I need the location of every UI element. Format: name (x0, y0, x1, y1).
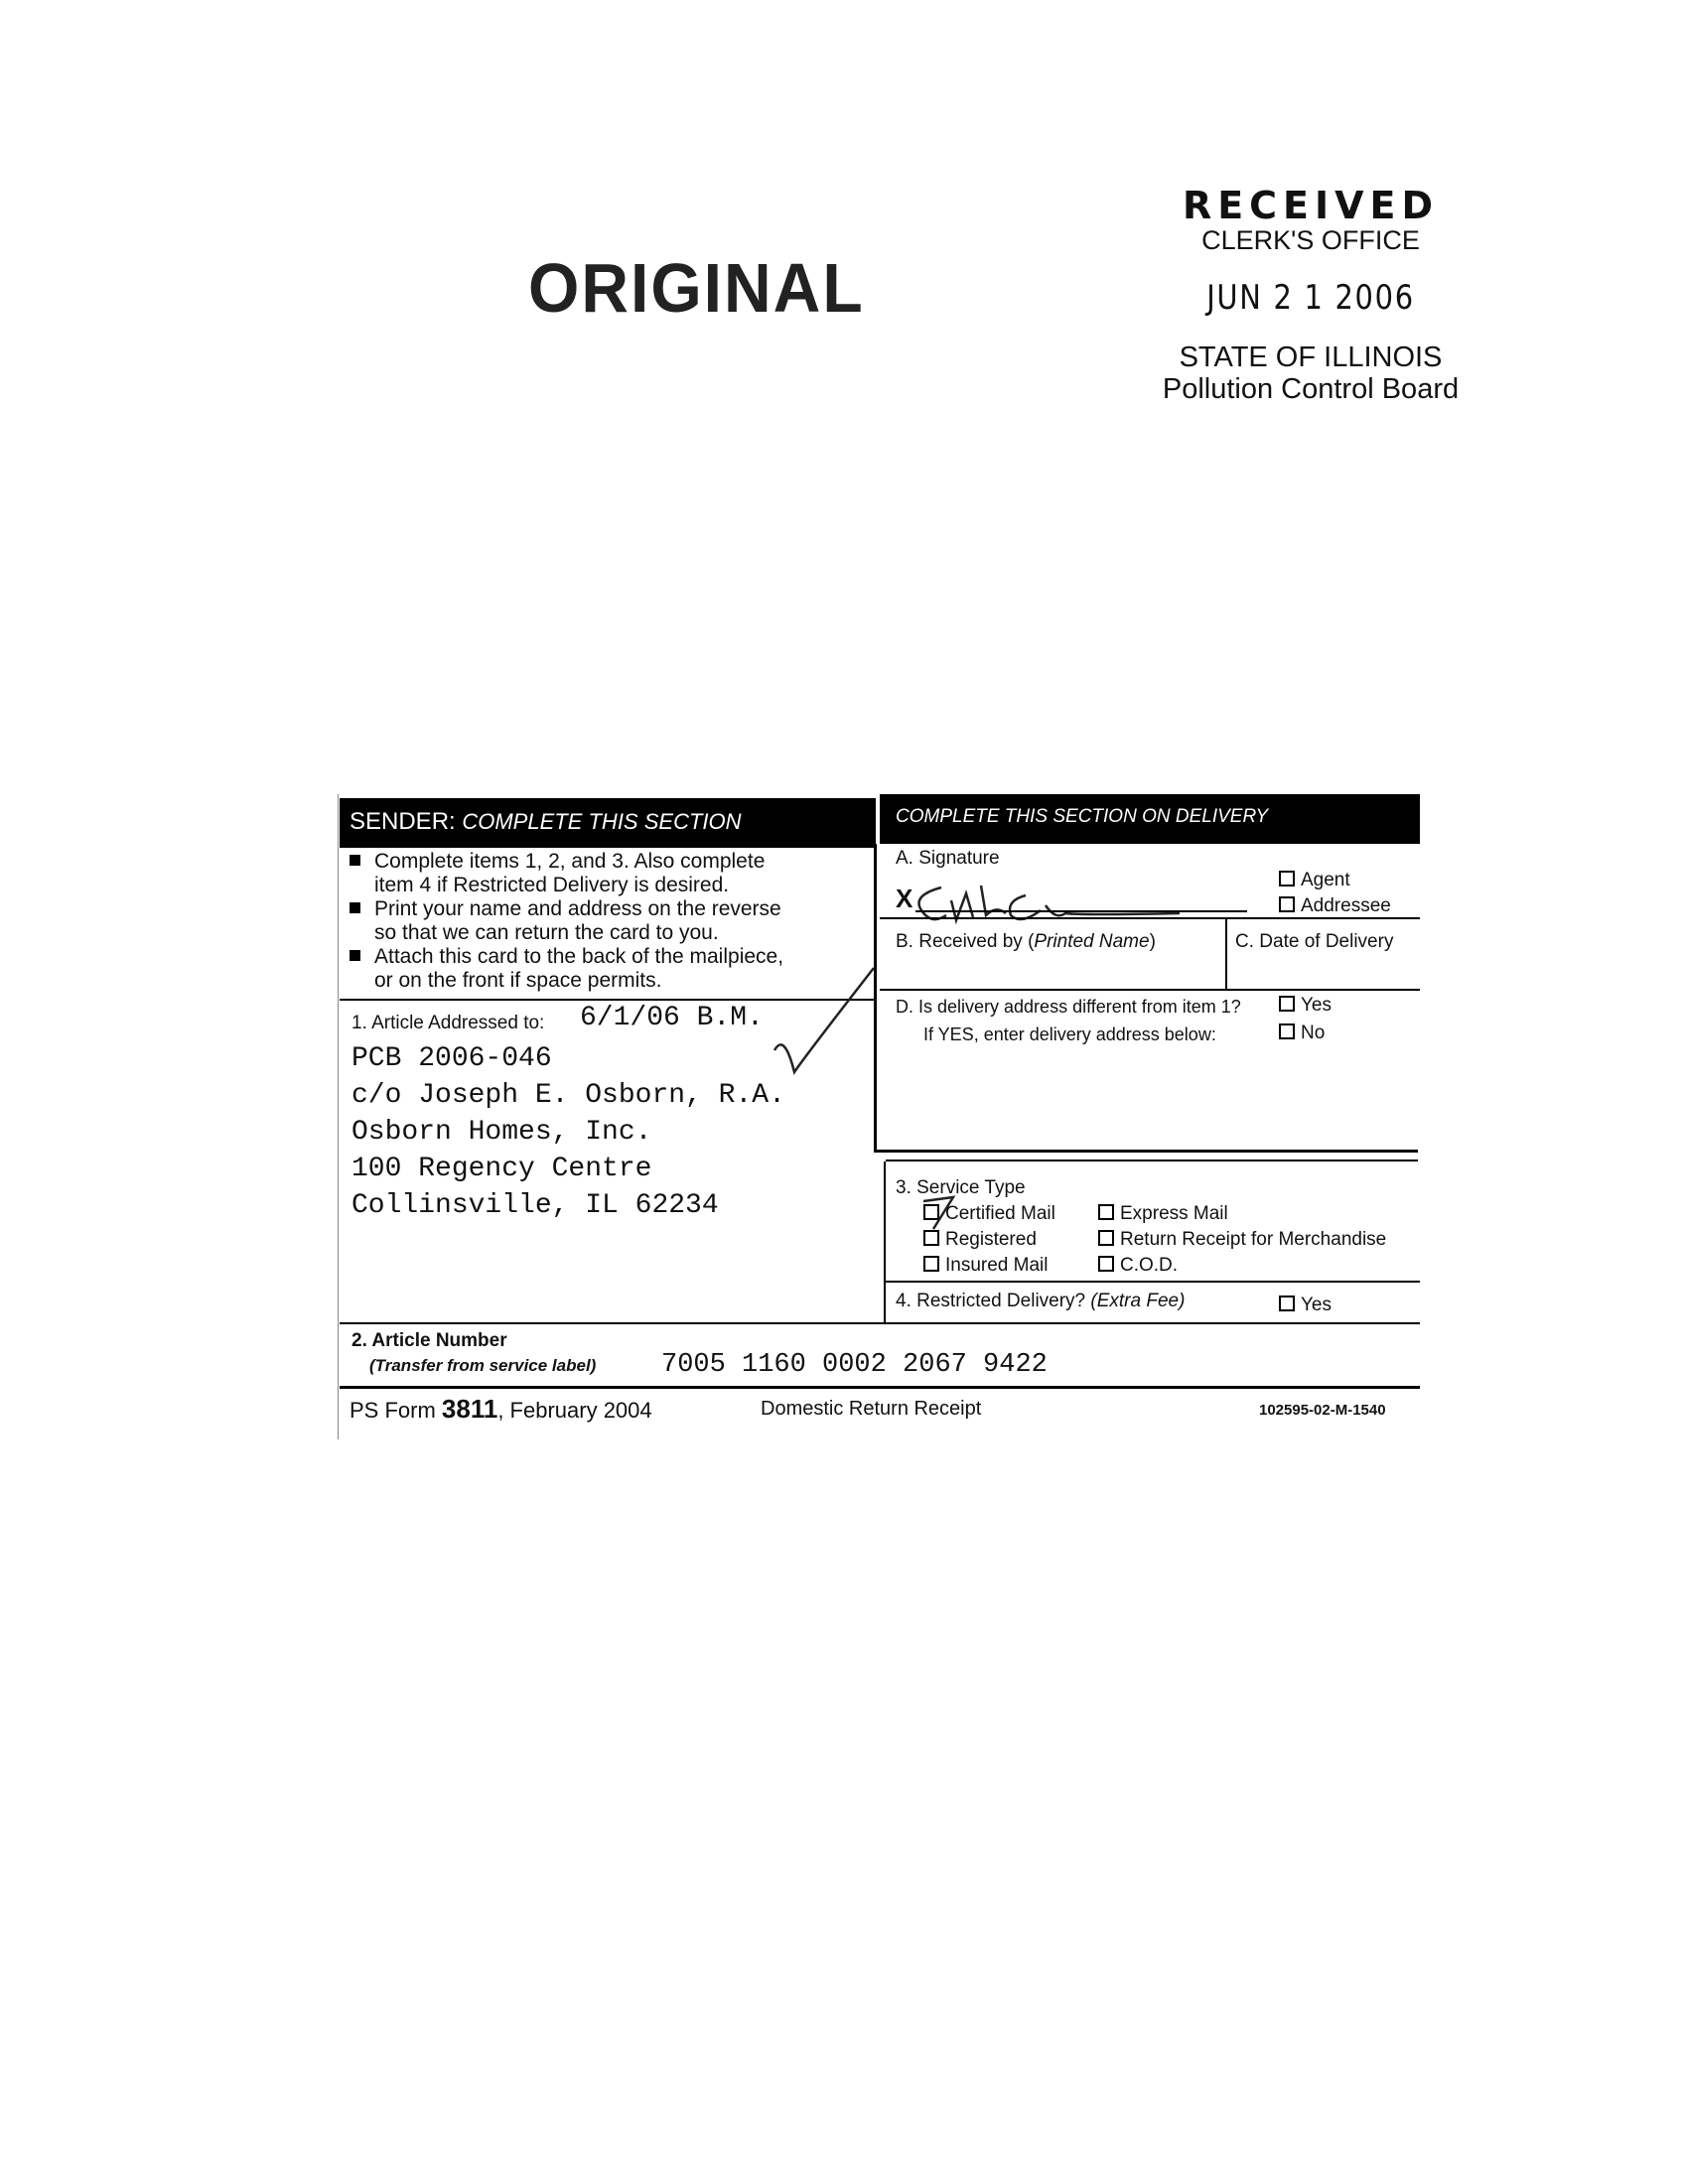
bullet-icon (350, 855, 360, 866)
address-line: c/o Joseph E. Osborn, R.A. (351, 1080, 785, 1111)
d-yes-option: Yes (1279, 995, 1332, 1017)
insured-option: Insured Mail (923, 1255, 1049, 1277)
instruction-line: Attach this card to the back of the mailpiece, (350, 945, 783, 969)
delivery-header: COMPLETE THIS SECTION ON DELIVERY (896, 806, 1269, 827)
registered-option: Registered (923, 1229, 1037, 1251)
form-title: Domestic Return Receipt (761, 1398, 982, 1420)
rule (1225, 917, 1227, 989)
article-number: 7005 1160 0002 2067 9422 (661, 1350, 1048, 1380)
bullet-icon (350, 950, 360, 961)
received-state: STATE OF ILLINOIS (1179, 341, 1443, 373)
agent-checkbox[interactable] (1279, 871, 1295, 887)
instruction-line: so that we can return the card to you. (374, 921, 719, 944)
original-stamp: ORIGINAL (528, 249, 865, 327)
address-line: Collinsville, IL 62234 (351, 1190, 719, 1221)
addressee-checkbox[interactable] (1279, 896, 1295, 912)
certified-check-mark-icon (919, 1191, 963, 1231)
cod-checkbox[interactable] (1098, 1256, 1114, 1272)
instruction-line: Print your name and address on the reverse (350, 897, 783, 921)
received-by-label: B. Received by (Printed Name) (896, 931, 1156, 952)
sender-header-bold: SENDER: (350, 808, 456, 835)
registered-checkbox[interactable] (923, 1230, 939, 1246)
rule (340, 1386, 1420, 1389)
rule (886, 1281, 1420, 1283)
cod-option: C.O.D. (1098, 1255, 1178, 1277)
sender-header-italic: COMPLETE THIS SECTION (462, 809, 742, 834)
form-code: 102595-02-M-1540 (1259, 1402, 1386, 1419)
express-checkbox[interactable] (1098, 1204, 1114, 1220)
d-no-option: No (1279, 1023, 1325, 1044)
addressee-option: Addressee (1279, 895, 1391, 917)
service-type-label: 3. Service Type (896, 1177, 1026, 1198)
d-question: D. Is delivery address different from item 1? (896, 997, 1241, 1017)
d-instruction: If YES, enter delivery address below: (923, 1024, 1216, 1044)
rule (886, 1160, 1418, 1161)
received-title: RECEIVED (1182, 184, 1440, 227)
article-number-label: 2. Article Number (351, 1330, 507, 1351)
left-edge-line (338, 794, 339, 1439)
restricted-yes-checkbox[interactable] (1279, 1296, 1295, 1311)
instruction-line: Complete items 1, 2, and 3. Also complete (350, 850, 783, 874)
article-addressed-label: 1. Article Addressed to: (351, 1013, 545, 1033)
form-id: PS Form 3811, February 2004 (350, 1394, 652, 1424)
insured-checkbox[interactable] (923, 1256, 939, 1272)
received-stamp (1142, 184, 1479, 405)
address-line: 100 Regency Centre (351, 1154, 652, 1184)
received-office: CLERK'S OFFICE (1201, 225, 1420, 255)
return-receipt-checkbox[interactable] (1098, 1230, 1114, 1246)
return-receipt-card (338, 794, 1420, 1430)
restricted-delivery-label: 4. Restricted Delivery? (Extra Fee) (896, 1291, 1186, 1311)
signature-x: X (896, 884, 913, 913)
sender-instructions (350, 850, 783, 993)
rule (874, 1150, 1418, 1153)
sender-header (350, 808, 742, 836)
date-of-delivery-label: C. Date of Delivery (1235, 931, 1394, 952)
rule (880, 989, 1420, 991)
return-receipt-option: Return Receipt for Merchandise (1098, 1229, 1386, 1251)
rule (880, 917, 1420, 919)
signature-label: A. Signature (896, 848, 1000, 869)
d-yes-checkbox[interactable] (1279, 996, 1295, 1012)
address-line: PCB 2006-046 (351, 1043, 552, 1074)
checkmark-icon (765, 963, 884, 1112)
signature-line (915, 910, 1247, 912)
bullet-icon (350, 902, 360, 913)
restricted-yes-option: Yes (1279, 1295, 1332, 1316)
article-number-sublabel: (Transfer from service label) (369, 1356, 597, 1375)
address-block (351, 1040, 785, 1224)
agent-option: Agent (1279, 870, 1350, 891)
rule (340, 1322, 1420, 1324)
express-option: Express Mail (1098, 1203, 1228, 1225)
certified-option: Certified Mail (923, 1203, 1055, 1225)
instruction-line: or on the front if space permits. (374, 969, 662, 992)
section-divider-lower (884, 1161, 886, 1322)
received-board: Pollution Control Board (1162, 373, 1460, 405)
signature-image (902, 876, 1239, 935)
d-no-checkbox[interactable] (1279, 1024, 1295, 1039)
address-line: Osborn Homes, Inc. (351, 1117, 652, 1148)
article-note: 6/1/06 B.M. (580, 1003, 764, 1033)
instruction-line: item 4 if Restricted Delivery is desired. (374, 874, 730, 896)
received-date: JUN 2 1 2006 (1206, 278, 1415, 318)
